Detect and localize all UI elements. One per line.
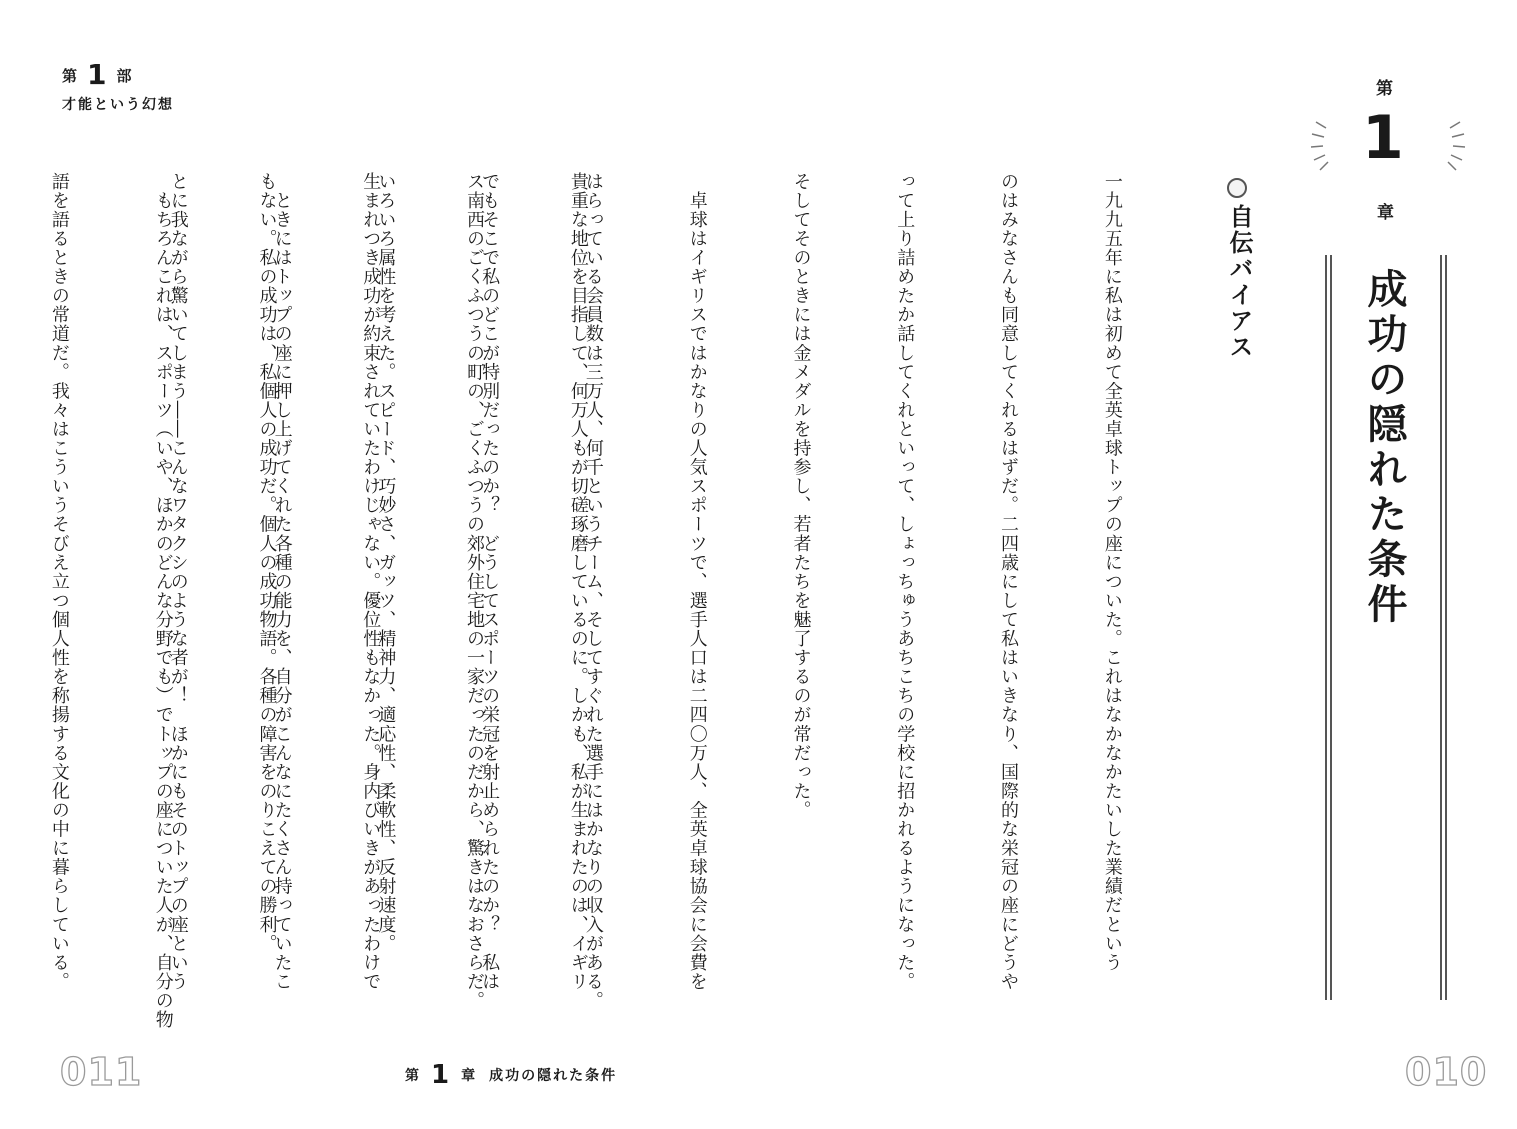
text-line: いろいろ属性を考えた。スピード、巧妙さ、ガッツ、精神力、適応性、柔軟性、反射速度。 xyxy=(375,172,397,954)
footer-chapter-title: 成功の隠れた条件 xyxy=(489,1068,618,1084)
text-line: 貴重な地位を目指して、何万人もが切磋琢磨しているのに。しかも、私が生まれたのは、イギリ xyxy=(567,172,589,992)
chapter-prefix: 第 xyxy=(1376,79,1393,99)
text-line: のはみなさんも同意してくれるはずだ。二四歳にして私はいきなり、国際的な栄冠の座にどうや xyxy=(998,172,1020,992)
text-line: 一九九五年に私は初めて全英卓球トップの座についた。これはなかなかたいした業績だという xyxy=(1101,172,1123,973)
chapter-title: 成功の隠れた条件 xyxy=(1361,268,1407,628)
text-line: 卓球はイギリスではかなりの人気スポーツで、選手人口は二四〇万人、全英卓球協会に会費を xyxy=(686,172,708,992)
chapter-rule-left-inner xyxy=(1330,255,1332,1000)
text-line: そしてそのときには金メダルを持参し、若者たちを魅了するのが常だった。 xyxy=(790,172,812,820)
text-line: とに我ながら驚いてしまう――こんなワタクシのような者が！ ほかにもそのトップの座という xyxy=(167,172,189,992)
part-heading xyxy=(62,58,132,91)
text-line: 生まれつき成功が約束されていたわけじゃない。優位性もなかった。身内びいきがあったわけで xyxy=(360,172,382,992)
text-line: 語を語るときの常道だ。我々はこういうそびえ立つ個人性を称揚する文化の中に暮らしている。 xyxy=(48,172,70,992)
footer-chapter-number: 1 xyxy=(431,1060,450,1090)
chapter-rule-right-inner xyxy=(1440,255,1442,1000)
section-circle-icon xyxy=(1227,178,1247,198)
text-line: ときにはトップの座に押し上げてくれた各種の能力を、自分がこんなにたくさん持っていたこ xyxy=(271,172,293,992)
left-page-number: 011 xyxy=(60,1050,143,1094)
section-title: 自伝バイアス xyxy=(1225,204,1253,360)
chapter-rule-left-outer xyxy=(1325,255,1327,1000)
text-line: でもそこで私のどこが特別だったのか？ どうしてスポーツの栄冠を射止められたのか？ 私は xyxy=(479,172,501,992)
chapter-suffix: 章 xyxy=(1377,203,1394,223)
footer-chapter-suffix: 章 xyxy=(461,1068,476,1084)
part-prefix: 第 xyxy=(62,67,78,85)
text-line: ス南西のごくふつうの町の、ごくふつうの郊外住宅地の一家だったのだから、驚きはなおさらだ。 xyxy=(464,172,486,1011)
right-page-number: 010 xyxy=(1405,1050,1488,1094)
part-suffix: 部 xyxy=(116,67,132,85)
left-page-body xyxy=(48,172,664,1030)
text-line: もちろんこれは、スポーツ（いや、ほかのどんな分野でも）でトップの座についた人が、自分の物 xyxy=(152,172,174,1030)
part-title: 才能という幻想 xyxy=(62,97,174,113)
text-line: って上り詰めたか話してくれといって、しょっちゅうあちこちの学校に招かれるようになった。 xyxy=(894,172,916,992)
text-line: はらっている会員数は三万人、何千というチーム、そしてすぐれた選手にはかなりの収入がある。 xyxy=(582,172,604,1011)
chapter-rule-right-outer xyxy=(1445,255,1447,1000)
part-number: 1 xyxy=(87,58,107,91)
chapter-number: 1 xyxy=(1362,103,1404,173)
footer-running-title xyxy=(405,1060,617,1090)
text-line: もない。私の成功は、私個人の成功だ。個人の成功物語。各種の障害をのりこえての勝利。 xyxy=(256,172,278,954)
footer-chapter-prefix: 第 xyxy=(405,1068,419,1084)
